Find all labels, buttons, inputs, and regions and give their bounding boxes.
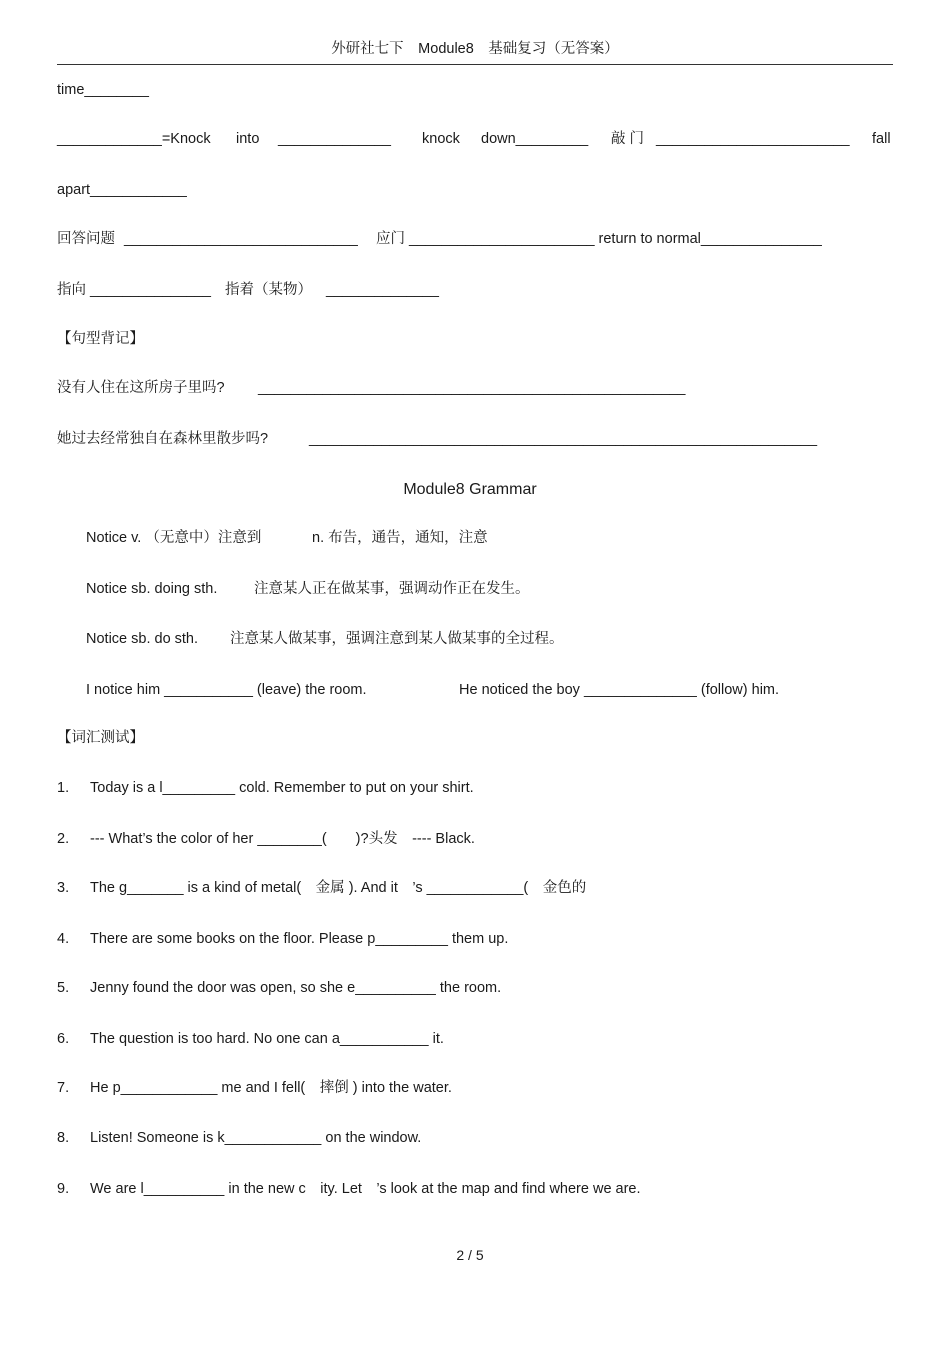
- vocab-answer-question: 回答问题: [57, 231, 115, 247]
- vocab-blank: ______________: [278, 131, 391, 147]
- vocab-point-to: 指向 _______________: [57, 282, 211, 298]
- question-text: The question is too hard. No one can a___________ it.: [90, 1031, 444, 1047]
- sentence-1-chinese: 没有人住在这所房子里吗?: [57, 380, 225, 396]
- grammar-notice-doing: Notice sb. doing sth.: [86, 581, 218, 597]
- vocab-blank: _____________________________: [124, 231, 358, 247]
- page-number: 2 / 5: [456, 1247, 484, 1263]
- vocab-blank: ______________: [326, 282, 439, 298]
- test-heading: 【词汇测试】: [57, 730, 144, 746]
- vocab-down: down_________: [481, 131, 589, 147]
- vocab-apart: apart____________: [57, 182, 187, 198]
- sentence-2-blank: _______________________________________________________________: [309, 431, 818, 447]
- question-number: 6.: [57, 1031, 70, 1047]
- grammar-example-2: He noticed the boy ______________ (follow) him.: [459, 682, 780, 698]
- vocab-knock-door: 敲 门: [611, 131, 645, 147]
- grammar-notice-doing-explain: 注意某人正在做某事，强调动作正在发生。: [254, 581, 530, 597]
- vocab-answer-door: 应门 _______________________ return to normal_______________: [376, 231, 822, 247]
- question-text: --- What’s the color of her ________( )?头发 ---- Black.: [90, 831, 475, 847]
- grammar-notice-noun: n. 布告，通告，通知，注意: [312, 530, 488, 546]
- question-text: We are l__________ in the new c ity. Let ’s look at the map and find where we are.: [90, 1181, 641, 1197]
- vocab-line-time: time________: [57, 82, 149, 98]
- grammar-example-1: I notice him ___________ (leave) the room.: [86, 682, 367, 698]
- question-number: 5.: [57, 980, 70, 996]
- question-text: Listen! Someone is k____________ on the window.: [90, 1130, 422, 1146]
- question-number: 7.: [57, 1080, 70, 1096]
- vocab-blank: ________________________: [656, 131, 850, 147]
- question-number: 2.: [57, 831, 70, 847]
- vocab-into: into: [236, 131, 260, 147]
- question-text: There are some books on the floor. Please p_________ them up.: [90, 931, 509, 947]
- vocab-knock-into-blank: _____________=Knock: [57, 131, 211, 147]
- header-divider: [57, 64, 893, 65]
- question-number: 1.: [57, 780, 70, 796]
- grammar-notice-do-explain: 注意某人做某事，强调注意到某人做某事的全过程。: [230, 631, 564, 647]
- question-number: 9.: [57, 1181, 70, 1197]
- sentences-heading: 【句型背记】: [57, 331, 144, 347]
- question-number: 8.: [57, 1130, 70, 1146]
- question-text: Jenny found the door was open, so she e__________ the room.: [90, 980, 502, 996]
- grammar-notice-verb: Notice v. （无意中）注意到: [86, 530, 262, 546]
- question-number: 3.: [57, 880, 70, 896]
- grammar-notice-do: Notice sb. do sth.: [86, 631, 199, 647]
- vocab-fall: fall: [872, 131, 891, 147]
- vocab-knock: knock: [422, 131, 460, 147]
- question-text: He p____________ me and I fell( 摔倒 ) into the water.: [90, 1080, 452, 1096]
- grammar-title: Module8 Grammar: [403, 481, 537, 498]
- question-number: 4.: [57, 931, 70, 947]
- vocab-point-at: 指着（某物）: [225, 282, 312, 298]
- sentence-2-chinese: 她过去经常独自在森林里散步吗?: [57, 431, 269, 447]
- page-header: 外研社七下 Module8 基础复习（无答案）: [331, 41, 619, 57]
- question-text: The g_______ is a kind of metal( 金属 ). And it ’s ____________( 金色的: [90, 880, 587, 896]
- question-text: Today is a l_________ cold. Remember to put on your shirt.: [90, 780, 474, 796]
- sentence-1-blank: _____________________________________________________: [258, 380, 686, 396]
